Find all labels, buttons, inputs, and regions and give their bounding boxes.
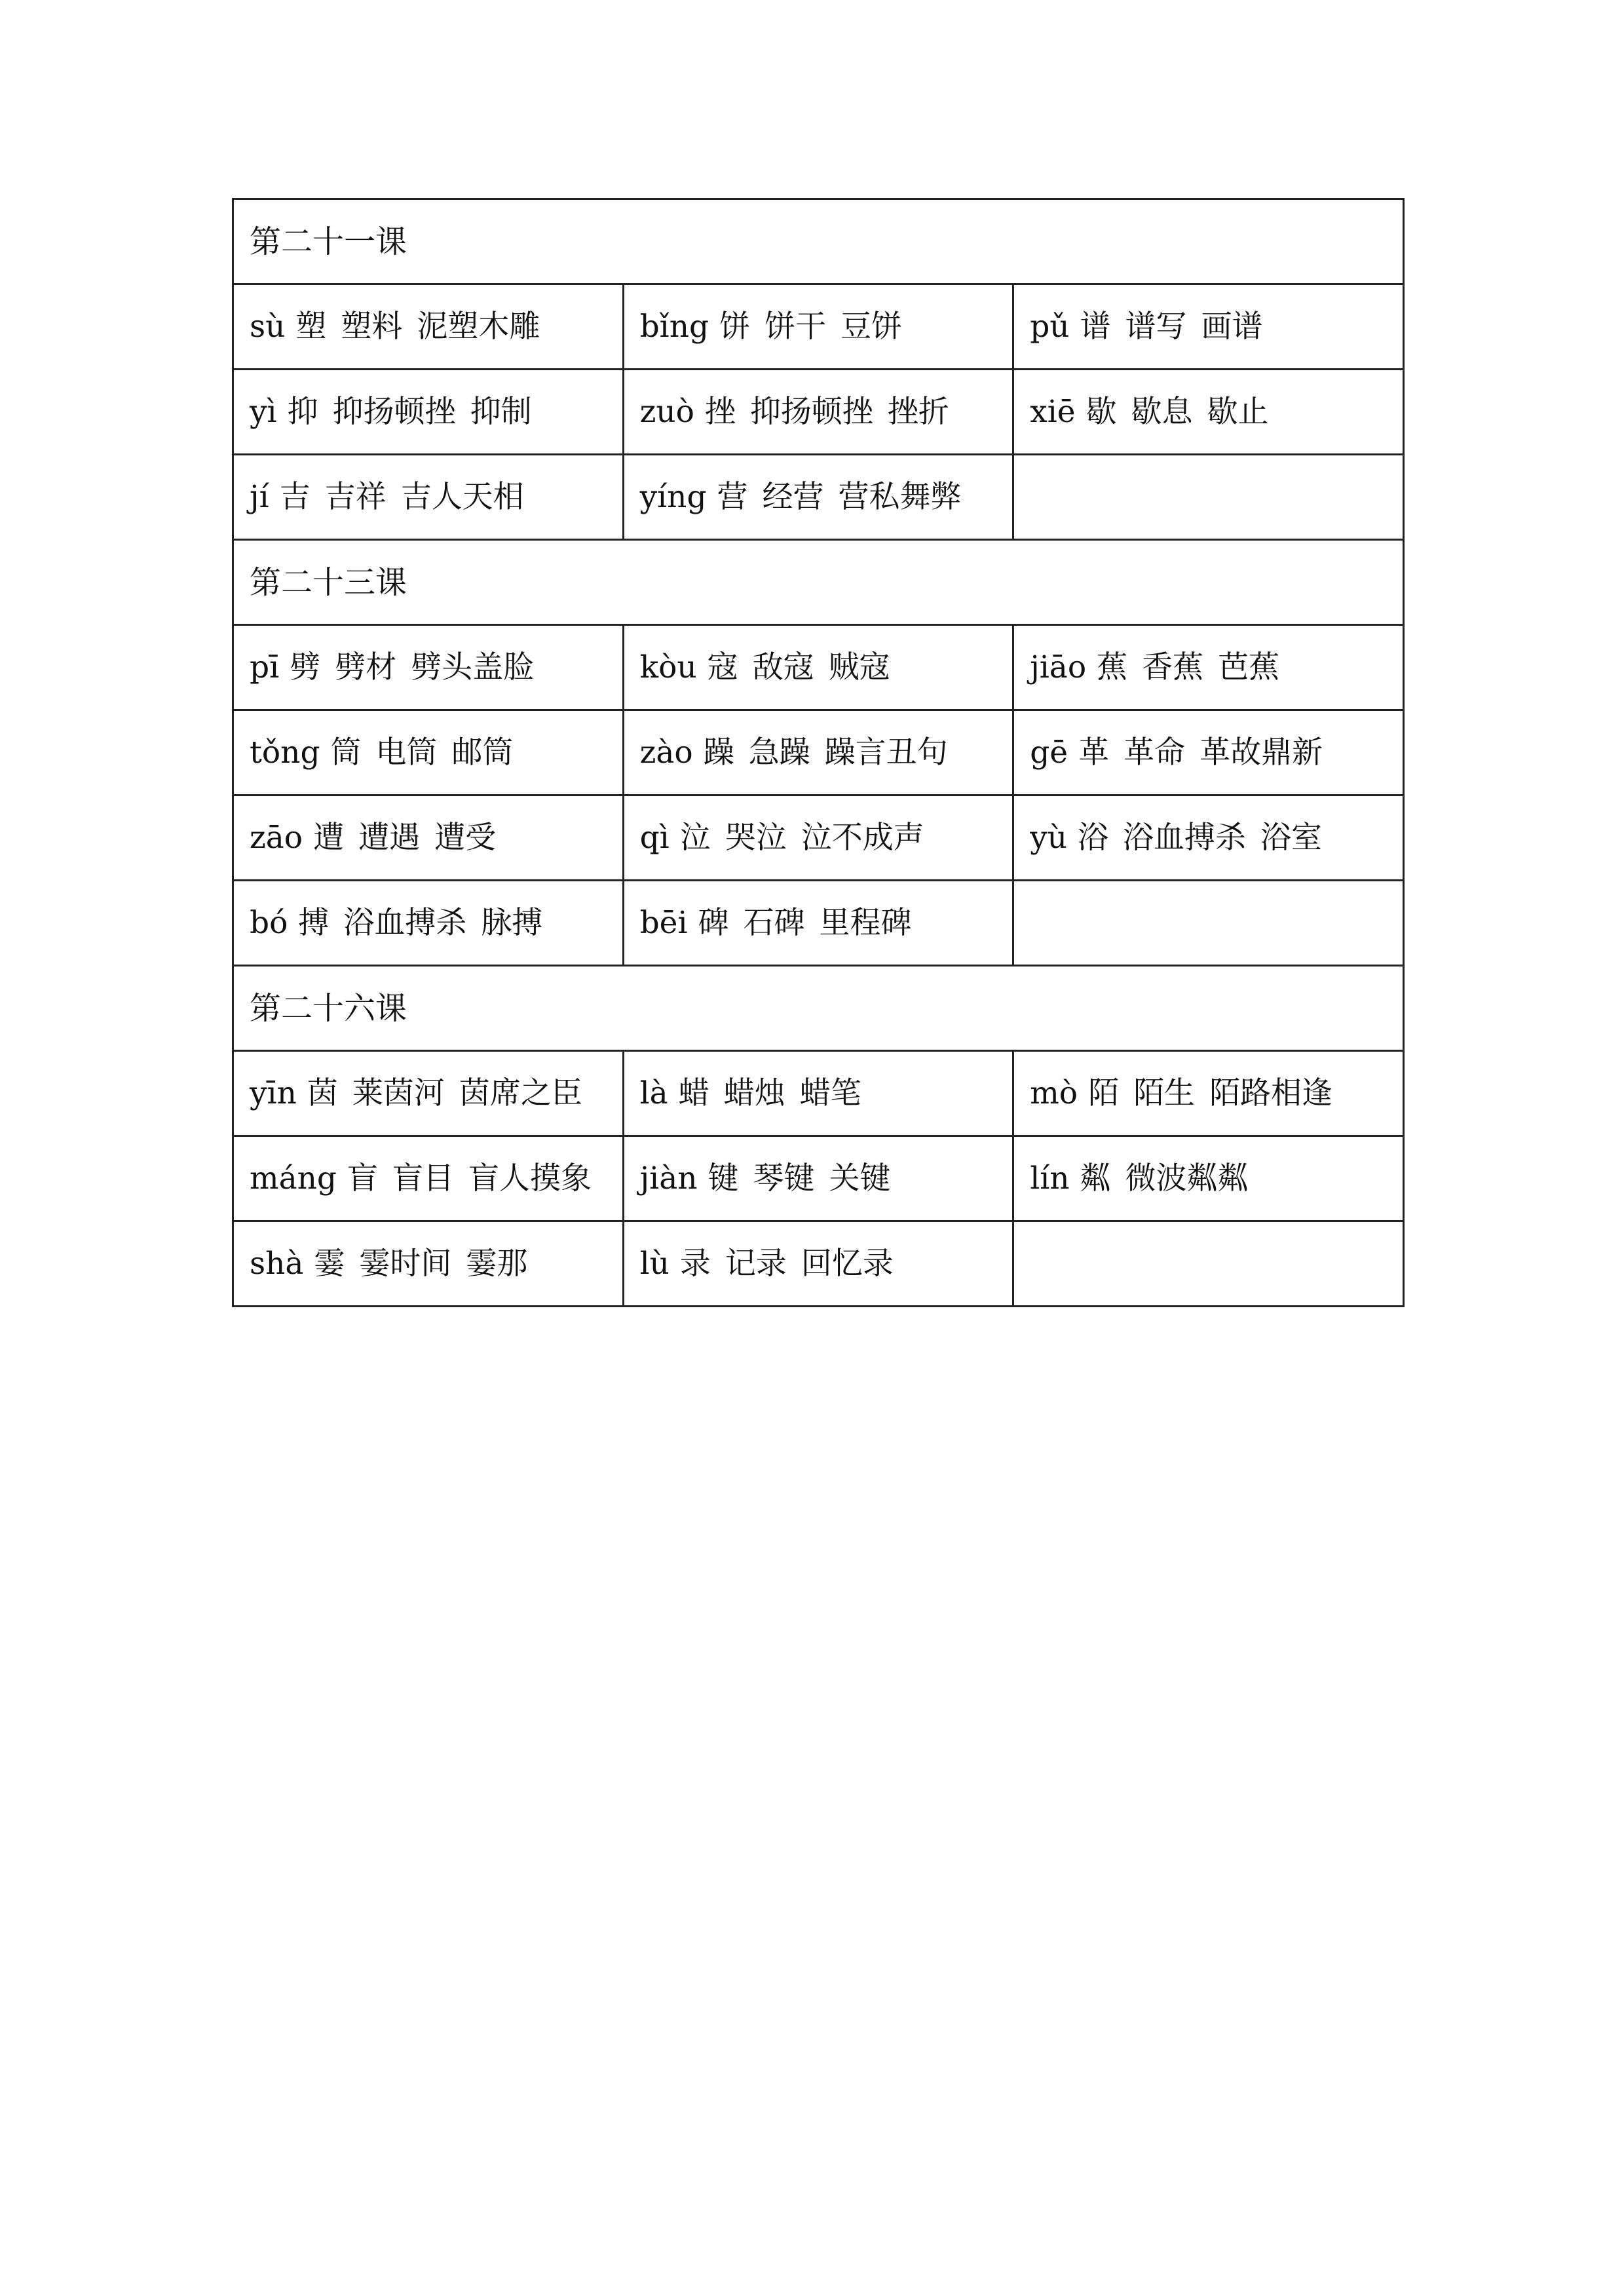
empty-cell	[1013, 1221, 1404, 1307]
vocab-cell	[1013, 1051, 1404, 1136]
vocab-cell	[233, 284, 624, 370]
character-label: 盲	[347, 1160, 378, 1196]
word-label: 微波粼粼	[1125, 1160, 1249, 1196]
pinyin-label: lín	[1030, 1160, 1070, 1196]
word-label: 记录	[725, 1246, 787, 1282]
word-label: 里程碑	[819, 905, 912, 941]
word-label: 革命	[1124, 735, 1186, 771]
word-label: 泥塑木雕	[417, 309, 540, 345]
vocab-cell	[233, 625, 624, 710]
pinyin-label: pǔ	[1030, 309, 1070, 345]
word-label: 脉搏	[481, 905, 543, 941]
character-label: 歇	[1086, 394, 1117, 430]
word-label: 香蕉	[1142, 649, 1204, 685]
vocab-cell	[623, 284, 1013, 370]
character-label: 劈	[290, 649, 321, 685]
pinyin-label: zāo	[250, 820, 303, 856]
lesson-header-row	[233, 199, 1404, 284]
table-row	[233, 370, 1404, 455]
vocab-cell	[623, 455, 1013, 540]
pinyin-label: là	[639, 1075, 668, 1111]
word-label: 盲人摸象	[468, 1160, 592, 1196]
character-label: 饼	[719, 309, 751, 345]
word-label: 劈头盖脸	[411, 649, 535, 685]
vocab-cell	[1013, 710, 1404, 795]
pinyin-label: bǐng	[639, 309, 709, 345]
vocabulary-table-body	[233, 199, 1404, 1307]
word-label: 歇息	[1131, 394, 1193, 430]
character-label: 挫	[704, 394, 736, 430]
vocab-cell	[233, 710, 624, 795]
word-label: 画谱	[1201, 309, 1263, 345]
lesson-title: 第二十六课	[233, 966, 1404, 1051]
character-label: 键	[708, 1160, 739, 1196]
table-row	[233, 1051, 1404, 1136]
vocab-cell	[233, 1136, 624, 1221]
lesson-header-row	[233, 540, 1404, 625]
word-label: 抑扬顿挫	[749, 394, 873, 430]
vocab-cell	[623, 1136, 1013, 1221]
word-label: 霎时间	[359, 1246, 452, 1282]
vocab-cell	[623, 881, 1013, 966]
pinyin-label: shà	[250, 1246, 304, 1282]
character-label: 塑	[295, 309, 327, 345]
pinyin-label: pī	[250, 649, 280, 685]
word-label: 浴血搏杀	[343, 905, 467, 941]
word-label: 饼干	[765, 309, 827, 345]
word-label: 躁言丑句	[824, 735, 948, 771]
word-label: 蜡笔	[799, 1075, 861, 1111]
pinyin-label: yì	[250, 394, 277, 430]
lesson-title: 第二十一课	[233, 199, 1404, 284]
word-label: 浴血搏杀	[1123, 820, 1247, 856]
vocab-cell	[233, 1051, 624, 1136]
vocabulary-table	[232, 198, 1405, 1307]
character-label: 遭	[313, 820, 345, 856]
word-label: 挫折	[887, 394, 949, 430]
character-label: 寇	[707, 649, 738, 685]
vocab-cell	[233, 370, 624, 455]
word-label: 豆饼	[840, 309, 903, 345]
lesson-header-row	[233, 966, 1404, 1051]
word-label: 芭蕉	[1218, 649, 1280, 685]
word-label: 莱茵河	[352, 1075, 445, 1111]
word-label: 塑料	[341, 309, 403, 345]
character-label: 粼	[1080, 1160, 1111, 1196]
word-label: 经营	[762, 479, 824, 515]
character-label: 录	[679, 1246, 711, 1282]
character-label: 筒	[330, 735, 362, 771]
vocab-cell	[1013, 795, 1404, 881]
character-label: 抑	[287, 394, 318, 430]
character-label: 茵	[307, 1075, 338, 1111]
pinyin-label: sù	[250, 309, 286, 345]
vocab-cell	[623, 1051, 1013, 1136]
word-label: 营私舞弊	[838, 479, 962, 515]
word-label: 霎那	[466, 1246, 528, 1282]
pinyin-label: zuò	[639, 394, 694, 430]
pinyin-label: gē	[1030, 735, 1068, 771]
word-label: 谱写	[1125, 309, 1187, 345]
vocab-cell	[233, 795, 624, 881]
pinyin-label: jiāo	[1030, 649, 1087, 685]
word-label: 陌路相逢	[1209, 1075, 1333, 1111]
vocab-cell	[1013, 284, 1404, 370]
character-label: 吉	[279, 479, 311, 515]
word-label: 急躁	[748, 735, 810, 771]
word-label: 电筒	[375, 735, 438, 771]
character-label: 泣	[679, 820, 711, 856]
word-label: 遭遇	[358, 820, 421, 856]
vocab-cell	[623, 370, 1013, 455]
pinyin-label: kòu	[639, 649, 697, 685]
word-label: 蜡烛	[723, 1075, 785, 1111]
character-label: 搏	[298, 905, 330, 941]
table-row	[233, 1136, 1404, 1221]
pinyin-label: jiàn	[639, 1160, 698, 1196]
character-label: 霎	[314, 1246, 345, 1282]
word-label: 敌寇	[752, 649, 814, 685]
pinyin-label: yīn	[250, 1075, 297, 1111]
word-label: 陌生	[1133, 1075, 1196, 1111]
character-label: 躁	[703, 735, 734, 771]
vocab-cell	[233, 455, 624, 540]
pinyin-label: zào	[639, 735, 693, 771]
word-label: 石碑	[743, 905, 805, 941]
word-label: 遭受	[434, 820, 497, 856]
word-label: 关键	[829, 1160, 891, 1196]
character-label: 营	[717, 479, 748, 515]
pinyin-label: qì	[639, 820, 670, 856]
pinyin-label: jí	[250, 479, 269, 515]
empty-cell	[1013, 455, 1404, 540]
table-row	[233, 795, 1404, 881]
pinyin-label: xiē	[1030, 394, 1076, 430]
word-label: 茵席之臣	[459, 1075, 582, 1111]
word-label: 贼寇	[828, 649, 890, 685]
table-row	[233, 625, 1404, 710]
vocab-cell	[233, 881, 624, 966]
character-label: 陌	[1088, 1075, 1120, 1111]
word-label: 吉祥	[324, 479, 387, 515]
word-label: 泣不成声	[801, 820, 924, 856]
word-label: 劈材	[335, 649, 397, 685]
word-label: 盲目	[392, 1160, 454, 1196]
word-label: 邮筒	[451, 735, 514, 771]
word-label: 琴键	[753, 1160, 815, 1196]
word-label: 抑扬顿挫	[332, 394, 456, 430]
vocab-cell	[1013, 1136, 1404, 1221]
pinyin-label: tǒng	[250, 735, 320, 771]
vocab-cell	[623, 795, 1013, 881]
pinyin-label: yíng	[639, 479, 707, 515]
pinyin-label: lù	[639, 1246, 670, 1282]
table-row	[233, 710, 1404, 795]
word-label: 歇止	[1207, 394, 1269, 430]
character-label: 蕉	[1097, 649, 1128, 685]
vocab-cell	[623, 710, 1013, 795]
empty-cell	[1013, 881, 1404, 966]
word-label: 吉人天相	[400, 479, 524, 515]
lesson-title: 第二十三课	[233, 540, 1404, 625]
character-label: 蜡	[678, 1075, 709, 1111]
pinyin-label: bēi	[639, 905, 688, 941]
character-label: 浴	[1078, 820, 1109, 856]
word-label: 革故鼎新	[1199, 735, 1323, 771]
table-row	[233, 881, 1404, 966]
vocab-cell	[1013, 625, 1404, 710]
pinyin-label: yù	[1030, 820, 1068, 856]
character-label: 碑	[698, 905, 729, 941]
character-label: 革	[1078, 735, 1110, 771]
word-label: 回忆录	[801, 1246, 894, 1282]
vocab-cell	[623, 1221, 1013, 1307]
pinyin-label: bó	[250, 905, 288, 941]
table-row	[233, 1221, 1404, 1307]
table-row	[233, 455, 1404, 540]
table-row	[233, 284, 1404, 370]
pinyin-label: máng	[250, 1160, 337, 1196]
word-label: 哭泣	[725, 820, 787, 856]
word-label: 浴室	[1260, 820, 1323, 856]
pinyin-label: mò	[1030, 1075, 1078, 1111]
word-label: 抑制	[470, 394, 532, 430]
vocab-cell	[233, 1221, 624, 1307]
character-label: 谱	[1080, 309, 1111, 345]
vocab-cell	[1013, 370, 1404, 455]
vocab-cell	[623, 625, 1013, 710]
